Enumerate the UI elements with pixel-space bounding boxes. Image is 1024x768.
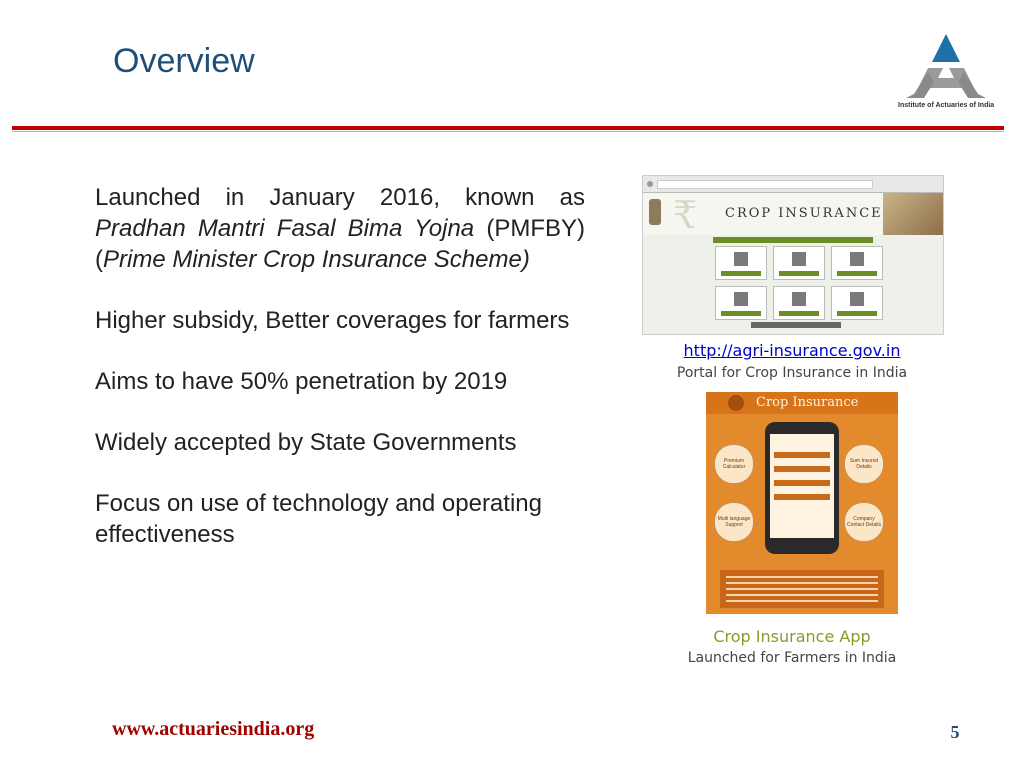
app-caption-sub: Launched for Farmers in India — [687, 650, 897, 666]
browser-chrome — [643, 176, 943, 193]
portal-link[interactable]: http://agri-insurance.gov.in — [683, 341, 901, 360]
portal-brand: CROP INSURANCE — [725, 206, 883, 221]
portal-tile — [715, 286, 767, 320]
screen-row — [774, 466, 830, 472]
screen-row — [774, 452, 830, 458]
portal-tiles — [715, 246, 883, 320]
triangle-logo-icon — [898, 32, 994, 102]
bubble-company-contact: Company Contact Details — [844, 502, 884, 542]
app-caption-title: Crop Insurance App — [713, 627, 871, 646]
portal-header — [643, 193, 943, 235]
slide-title: Overview — [113, 42, 255, 80]
app-description — [720, 570, 884, 608]
farmer-photo — [883, 193, 943, 235]
address-bar — [657, 180, 873, 189]
screen-row — [774, 480, 830, 486]
portal-tile — [715, 246, 767, 280]
page-number: 5 — [950, 722, 960, 742]
browser-back-icon — [647, 181, 653, 187]
point-subsidy: Higher subsidy, Better coverages for farmers — [95, 307, 570, 334]
screen-row — [774, 494, 830, 500]
portal-footer — [751, 322, 841, 328]
pmfby-name: Pradhan Mantri Fasal Bima Yojna — [95, 215, 475, 242]
title-underline-shadow — [12, 131, 1004, 132]
portal-caption: Portal for Crop Insurance in India — [676, 365, 908, 381]
portal-tile — [831, 246, 883, 280]
rupee-icon: ₹ — [673, 193, 698, 237]
institute-logo — [898, 32, 994, 112]
logo-text: Institute of Actuaries of India — [898, 102, 995, 109]
portal-tile — [773, 246, 825, 280]
portal-tile — [831, 286, 883, 320]
app-screenshot — [706, 392, 898, 614]
portal-screenshot — [642, 175, 944, 335]
portal-nav-bar — [713, 237, 873, 243]
app-screen-title: Crop Insurance — [756, 395, 859, 410]
point-technology: Focus on use of technology and operating effectiveness — [95, 490, 542, 548]
pmfby-translation: Prime Minister Crop Insurance Scheme) — [103, 246, 530, 273]
portal-tile — [773, 286, 825, 320]
national-emblem-icon — [649, 199, 661, 225]
bubble-multi-language: Multi language Support — [714, 502, 754, 542]
body-text — [95, 182, 585, 550]
footer-url: www.actuariesindia.org — [112, 718, 315, 740]
title-underline — [12, 126, 1004, 130]
phone-screen — [770, 434, 834, 538]
bubble-premium: Premium Calculator — [714, 444, 754, 484]
bubble-sum-insured: Sum Insured Details — [844, 444, 884, 484]
point-acceptance: Widely accepted by State Governments — [95, 429, 517, 456]
app-logo-icon — [728, 395, 744, 411]
point-launch: Launched in January 2016, known as Pradhan Mantri Fasal Bima Yojna (PMFBY) (Prime Minister Crop Insurance Scheme) — [95, 184, 585, 273]
point-penetration: Aims to have 50% penetration by 2019 — [95, 368, 508, 395]
